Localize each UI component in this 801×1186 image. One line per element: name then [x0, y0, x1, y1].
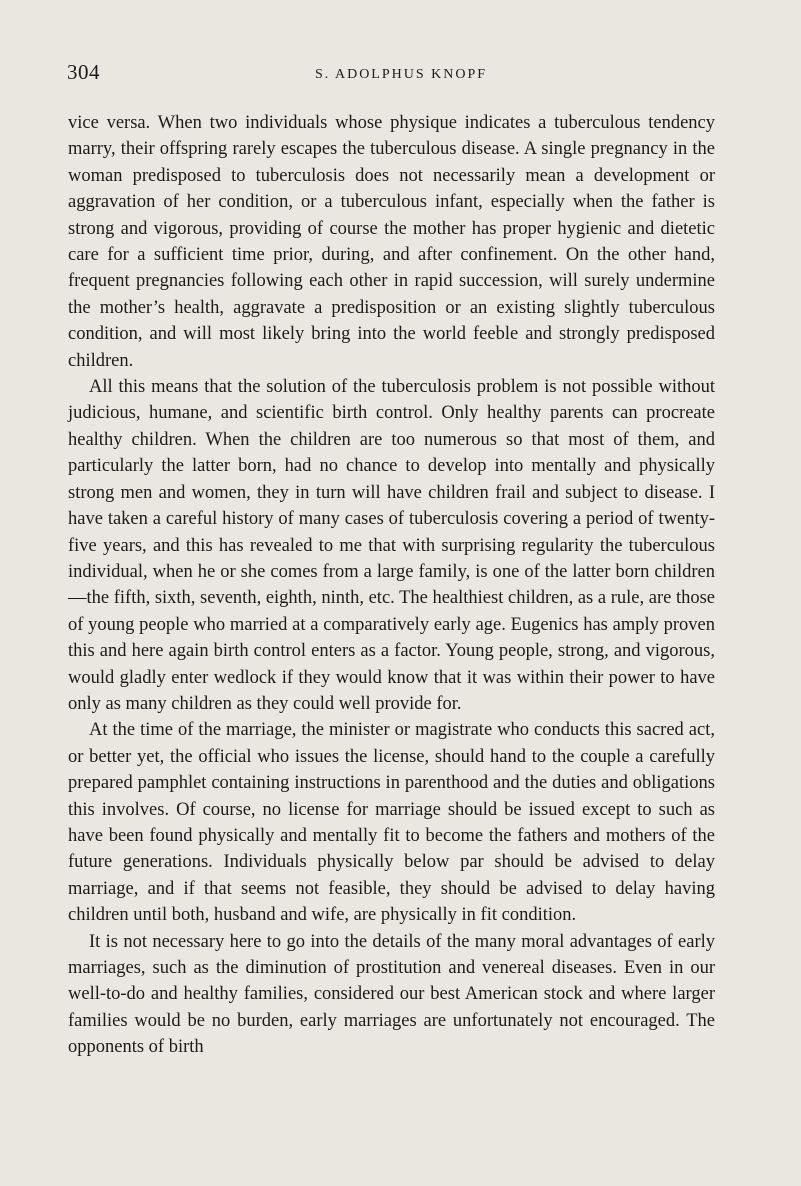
- body-text: [68, 110, 715, 1061]
- running-head: S. ADOLPHUS KNOPF: [314, 67, 488, 82]
- page-header: [67, 60, 715, 90]
- paragraph-1: vice versa. When two individuals whose physique indicates a tuberculous tendency marry, their offspring rarely escapes the tuberculous disease. A single pregnancy in the woman predisposed to tuberculosis does not necessarily mean a development or aggravation of her condition, or a tuberculous infant, especially when the father is strong and vigorous, providing of course the mother has proper hygienic and dietetic care for a sufficient time prior, during, and after confinement. On the other hand, frequent pregnancies following each other in rapid succession, will surely undermine the mother’s health, aggravate a predisposition or an existing slightly tuberculous condition, and will most likely bring into the world feeble and strongly predisposed children.: [68, 113, 715, 371]
- page-number: 304: [67, 60, 100, 84]
- paragraph-3: At the time of the marriage, the minister or magistrate who conducts this sacred act, or better yet, the official who issues the license, should hand to the couple a carefully prepared pamphlet containing instructions in parenthood and the duties and obligations this involves. Of course, no license for marriage should be issued except to such as have been found physically and mentally fit to become the fathers and mothers of the future generations. Individuals physically below par should be advised to delay marriage, and if that seems not feasible, they should be advised to delay having children until both, husband and wife, are physically in fit condition.: [68, 720, 715, 926]
- paragraph-4: It is not necessary here to go into the details of the many moral advantages of early marriages, such as the diminution of prostitution and venereal diseases. Even in our well-to-do and healthy families, considered our best American stock and where larger families would be no burden, early marriages are unfortunately not encouraged. The opponents of birth: [68, 931, 715, 1058]
- paragraph-2: All this means that the solution of the tuberculosis problem is not possible without judicious, humane, and scientific birth control. Only healthy parents can procreate healthy children. When the children are too numerous so that most of them, and particularly the latter born, had no chance to develop into mentally and physically strong men and women, they in turn will have children frail and subject to disease. I have taken a careful history of many cases of tuberculosis covering a period of twenty-five years, and this has revealed to me that with surprising regularity the tuberculous individual, when he or she comes from a large family, is one of the latter born children—the fifth, sixth, seventh, eighth, ninth, etc. The healthiest children, as a rule, are those of young people who married at a comparatively early age. Eugenics has amply proven this and here again birth control enters as a factor. Young people, strong, and vigorous, would gladly enter wedlock if they would know that it was within their power to have only as many children as they could well provide for.: [68, 377, 715, 714]
